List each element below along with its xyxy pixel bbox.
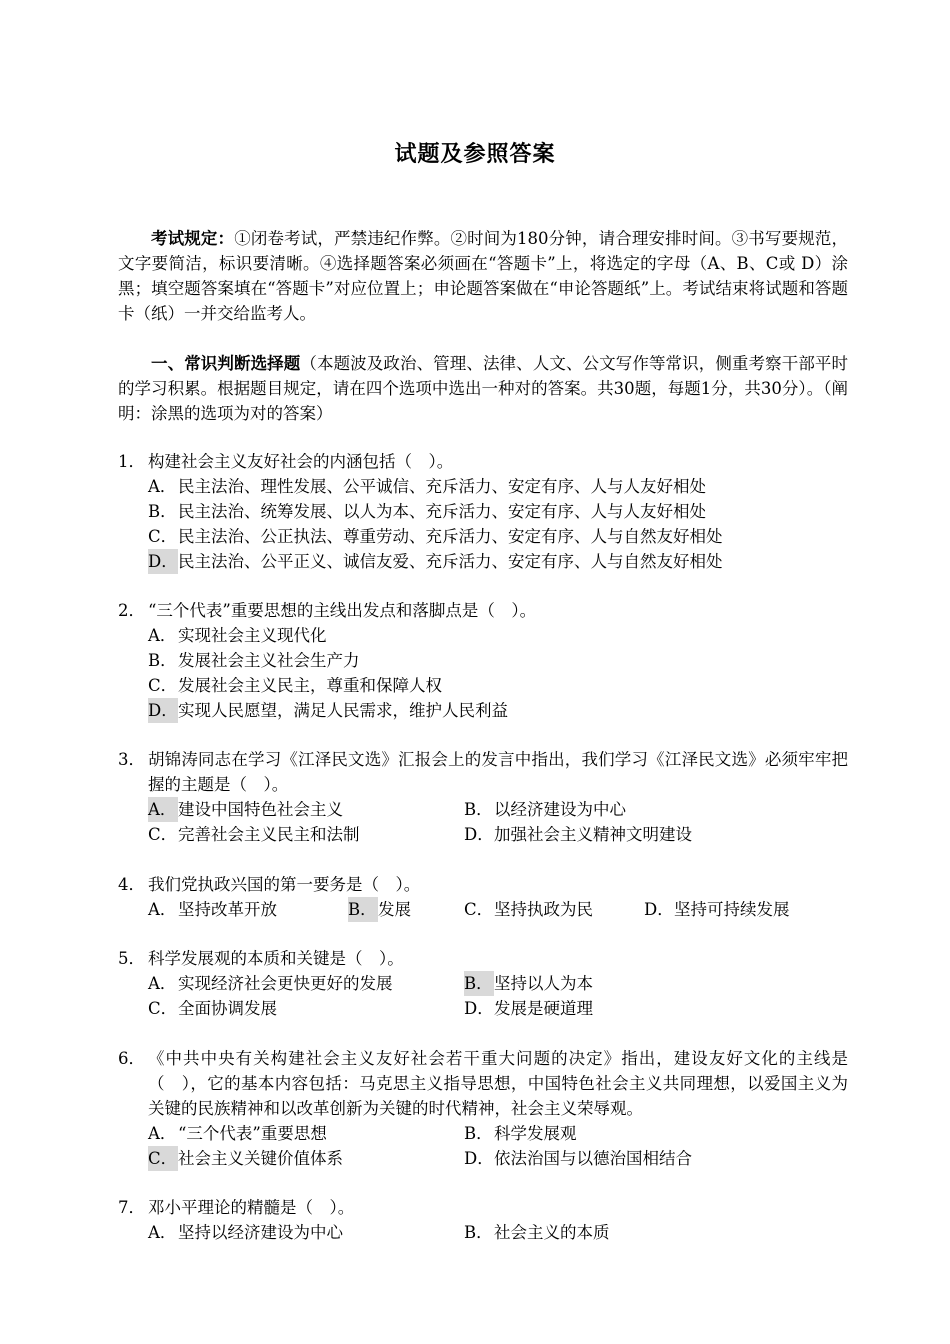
option-text: 以经济建设为中心 [494, 800, 626, 819]
option-text: 实现社会主义现代化 [178, 626, 327, 645]
question-5 [118, 946, 848, 1021]
question-stem: 科学发展观的本质和关键是（ ）。 [148, 949, 404, 968]
option-key: C． [148, 676, 178, 695]
question-3 [118, 747, 848, 847]
option-text: 民主法治、统筹发展、以人为本、充斥活力、安定有序、人与人友好相处 [178, 502, 706, 521]
option-text: 发展 [378, 900, 411, 919]
option-d [464, 1146, 692, 1171]
option-key-answer: D． [148, 698, 178, 723]
option-row [118, 822, 848, 847]
question-1 [118, 449, 848, 574]
option-d [644, 897, 790, 922]
option-text: 坚持改革开放 [178, 900, 277, 919]
option-b [464, 797, 626, 822]
option-key: C． [148, 825, 178, 844]
option-key: C． [148, 999, 178, 1018]
option-row [118, 1146, 848, 1171]
option-key: B． [148, 651, 177, 670]
option-text: 民主法治、公正执法、尊重劳动、充斥活力、安定有序、人与自然友好相处 [178, 527, 723, 546]
option-text: 坚持以人为本 [494, 974, 593, 993]
question-4 [118, 872, 848, 922]
option-b [118, 499, 848, 524]
option-d-answer [118, 549, 848, 574]
option-key: B． [464, 800, 493, 819]
option-key-answer: A． [148, 797, 178, 822]
option-text: 发展是硬道理 [494, 999, 593, 1018]
option-row [118, 797, 848, 822]
option-text: 实现经济社会更快更好的发展 [178, 974, 393, 993]
option-d-answer [118, 698, 848, 723]
option-a [148, 1220, 464, 1245]
option-key-answer: B． [348, 897, 378, 922]
option-text: 科学发展观 [494, 1124, 577, 1143]
option-key: D． [644, 900, 674, 919]
option-b-answer [464, 971, 593, 996]
question-2 [118, 598, 848, 723]
option-row [118, 971, 848, 996]
option-key: B． [464, 1124, 493, 1143]
option-key: B． [148, 502, 177, 521]
question-number: 6． [118, 1049, 145, 1068]
option-row [118, 1220, 848, 1245]
option-b [464, 1220, 610, 1245]
option-text: 坚持以经济建设为中心 [178, 1223, 343, 1242]
option-d [464, 996, 593, 1021]
question-number: 4． [118, 875, 145, 894]
option-key: A． [148, 626, 177, 645]
option-key: D． [464, 1149, 494, 1168]
option-text: 完善社会主义民主和法制 [178, 825, 360, 844]
question-6 [118, 1046, 848, 1171]
exam-rules-lead: 考试规定： [151, 229, 235, 248]
option-text: 建设中国特色社会主义 [178, 800, 343, 819]
option-c [464, 897, 644, 922]
option-text: 坚持可持续发展 [674, 900, 790, 919]
section-1-lead: 一、常识判断选择题 [151, 354, 301, 373]
question-stem: 我们党执政兴国的第一要务是（ ）。 [148, 875, 421, 894]
option-key: A． [148, 1223, 177, 1242]
exam-rules-text: ①闭卷考试，严禁违纪作弊。②时间为180分钟，请合理安排时间。③书写要规范，文字要简洁，标识要清晰。④选择题答案必须画在“答题卡”上，将选定的字母（A、B、C或 D）涂黑；填空题答案填在“答题卡”对应位置上；申论题答案做在“申论答题纸”上。考试结束将试题和答题卡（纸）一并交给监考人。 [118, 229, 848, 323]
option-text: “三个代表”重要思想 [178, 1124, 327, 1143]
question-7 [118, 1195, 848, 1245]
option-a [118, 474, 848, 499]
option-text: 坚持执政为民 [494, 900, 593, 919]
option-text: 全面协调发展 [178, 999, 277, 1018]
question-number: 2． [118, 601, 145, 620]
option-text: 依法治国与以德治国相结合 [494, 1149, 692, 1168]
option-key: C． [464, 900, 494, 919]
option-key: A． [148, 900, 177, 919]
option-row [118, 996, 848, 1021]
section-1-text: （本题波及政治、管理、法律、人文、公文写作等常识，侧重考察干部平时的学习积累。根据题目规定，请在四个选项中选出一种对的答案。共30题，每题1分，共30分）。（阐明：涂黑的选项为对的答案） [118, 354, 849, 423]
option-a [148, 897, 348, 922]
section-1-intro [118, 351, 848, 426]
question-number: 1． [118, 452, 145, 471]
question-stem: 邓小平理论的精髓是（ ）。 [148, 1198, 355, 1217]
option-b-answer [348, 897, 464, 922]
option-key-answer: B． [464, 971, 494, 996]
option-text: 社会主义关键价值体系 [178, 1149, 343, 1168]
option-c [148, 822, 464, 847]
option-key: B． [464, 1223, 493, 1242]
question-number: 7． [118, 1198, 145, 1217]
option-c-answer [148, 1146, 464, 1171]
question-number: 3． [118, 750, 145, 769]
option-text: 民主法治、理性发展、公平诚信、充斥活力、安定有序、人与人友好相处 [178, 477, 706, 496]
option-key: D． [464, 999, 494, 1018]
option-c [118, 673, 848, 698]
option-text: 实现人民愿望，满足人民需求，维护人民利益 [178, 701, 508, 720]
question-stem: 胡锦涛同志在学习《江泽民文选》汇报会上的发言中指出，我们学习《江泽民文选》必须牢牢把握的主题是（ ）。 [148, 750, 848, 794]
question-stem: 《中共中央有关构建社会主义友好社会若干重大问题的决定》指出，建设友好文化的主线是（ ），它的基本内容包括：马克思主义指导思想，中国特色社会主义共同理想，以爱国主义为关键的民族精神和以改革创新为关键的时代精神，社会主义荣辱观。 [148, 1049, 848, 1118]
option-key: A． [148, 1124, 177, 1143]
option-b [464, 1121, 577, 1146]
option-key: A． [148, 477, 177, 496]
option-text: 民主法治、公平正义、诚信友爱、充斥活力、安定有序、人与自然友好相处 [178, 552, 723, 571]
option-text: 社会主义的本质 [494, 1223, 610, 1242]
option-text: 发展社会主义民主，尊重和保障人权 [178, 676, 442, 695]
option-row [118, 897, 848, 922]
question-number: 5． [118, 949, 145, 968]
option-key-answer: D． [148, 549, 178, 574]
option-c [118, 524, 848, 549]
option-a-answer [148, 797, 464, 822]
option-a [118, 623, 848, 648]
option-key: D． [464, 825, 494, 844]
question-stem: “三个代表”重要思想的主线出发点和落脚点是（ ）。 [148, 601, 537, 620]
exam-rules [118, 226, 848, 326]
option-row [118, 1121, 848, 1146]
question-stem: 构建社会主义友好社会的内涵包括（ ）。 [148, 452, 454, 471]
option-d [464, 822, 692, 847]
option-c [148, 996, 464, 1021]
option-text: 加强社会主义精神文明建设 [494, 825, 692, 844]
option-a [148, 971, 464, 996]
option-key: C． [148, 527, 178, 546]
page-title: 试题及参照答案 [394, 142, 556, 167]
option-text: 发展社会主义社会生产力 [178, 651, 360, 670]
option-b [118, 648, 848, 673]
option-key-answer: C． [148, 1146, 178, 1171]
option-a [148, 1121, 464, 1146]
option-key: A． [148, 974, 177, 993]
